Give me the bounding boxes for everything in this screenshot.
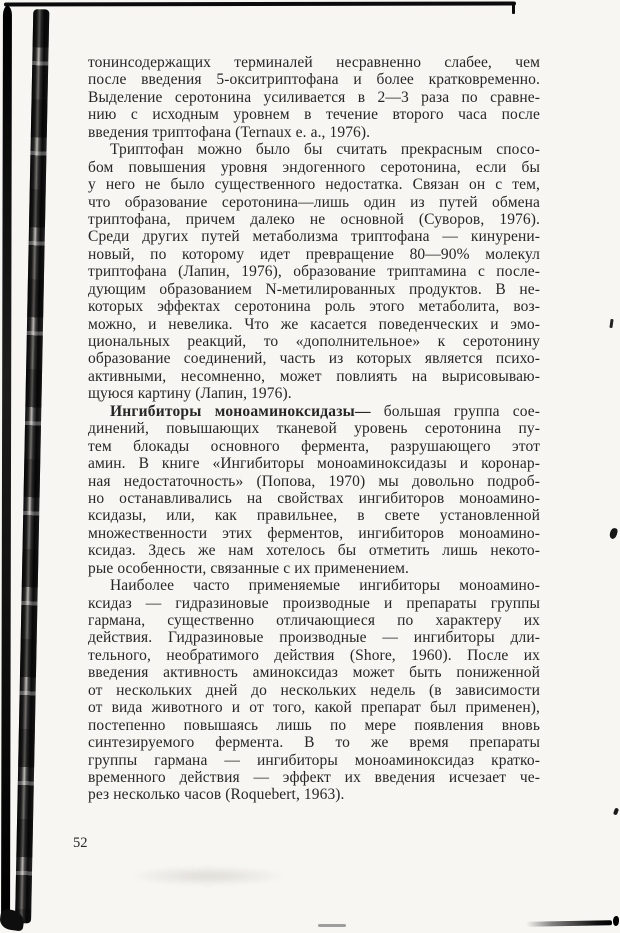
text-line: Среди других путей метаболизма триптофана — кинурени-: [88, 228, 540, 246]
paragraph: [88, 54, 540, 141]
text-line: после введения 5-окситриптофана и более кратковременно.: [88, 71, 540, 89]
text-line: постепенно повышаясь лишь по мере появления вновь: [88, 716, 540, 734]
text-line: тонинсодержащих терминалей несравненно слабее, чем: [88, 54, 540, 71]
scan-top-rule-tick: [512, 3, 515, 14]
text-line: бом повышения уровня эндогенного серотонина, если бы: [88, 158, 540, 176]
text-line: ксидаз. Здесь же нам хотелось бы отметить лишь некото-: [88, 542, 540, 560]
text-line: гармана, существенно отличающиеся по характеру их: [88, 612, 540, 629]
paper-smudge: [128, 866, 288, 886]
paragraph: [88, 577, 540, 804]
text-line: синтезируемого фермента. В то же время препараты: [88, 734, 540, 752]
text-line: группы гармана — ингибиторы моноаминоксидаз кратко-: [88, 751, 540, 769]
text-line: от вида животного и от того, какой препарат был применен),: [88, 699, 540, 717]
bottom-right-ink-streak: [526, 920, 612, 927]
margin-ink-comma: [609, 527, 619, 539]
text-line: Выделение серотонина усиливается в 2—3 раза по сравне-: [88, 88, 540, 106]
text-line: но останавливались на свойствах ингибиторов моноамино-: [88, 489, 540, 507]
text-line: амин. В книге «Ингибиторы моноаминоксидазы и коронар-: [88, 455, 540, 473]
text-line: тем блокады основного фермента, разрушающего этот: [88, 437, 540, 455]
binding-edge-bar: [1, 6, 12, 924]
text-line: образование соединений, часть из которых является психо-: [88, 350, 540, 368]
text-line: нию с исходным уровнем в течение второго часа после: [88, 106, 540, 124]
scan-top-rule: [4, 1, 516, 6]
text-line: циональных реакций, то «дополнительное» к серотонину: [88, 333, 540, 350]
text-line: Триптофан можно было бы считать прекрасным спосо-: [110, 141, 540, 159]
text-line: можно, и невелика. Что же касается поведенческих и эмо-: [88, 315, 540, 333]
text-line: тельного, необратимого действия (Shore, 1960). После их: [88, 646, 540, 664]
text-line: щуюся картину (Лапин, 1976).: [88, 385, 292, 403]
text-line: от нескольких дней до нескольких недель (в зависимости: [88, 681, 540, 699]
paragraph: [88, 141, 540, 403]
text-line: что образование серотонина—лишь один из путей обмена: [88, 193, 540, 211]
text-line: активными, несомненно, может повлиять на вырисовываю-: [88, 367, 540, 385]
text-line: дующим образованием N-метилированных продуктов. В не-: [88, 280, 540, 298]
binding-shadow-band: [15, 9, 49, 923]
text-line: рез несколько часов (Roquebert, 1963).: [88, 786, 345, 804]
text-line: динений, повышающих тканевой уровень серотонина пу-: [88, 420, 540, 438]
text-line: ная недостаточность» (Попова, 1970) мы довольно подроб-: [88, 472, 540, 490]
text-line: рые особенности, связанные с их применением.: [88, 559, 409, 577]
text-line: новый, по которому идет превращение 80—90% молекул: [88, 245, 540, 263]
text-line: Наиболее часто применяемые ингибиторы моноамино-: [110, 577, 540, 595]
text-line: у него не было существенного недостатка. Связан он с тем,: [88, 176, 540, 194]
text-line: временного действия — эффект их введения исчезает че-: [88, 768, 540, 786]
margin-ink-tick: [609, 319, 613, 328]
text-line: введения активность аминоксидаз может быть пониженной: [88, 664, 540, 682]
text-line: Ингибиторы моноаминоксидазы— большая группа сое-: [110, 402, 540, 420]
text-line: действия. Гидразиновые производные — ингибиторы дли-: [88, 629, 540, 647]
text-block: [88, 54, 540, 804]
text-line: триптофана, причем далеко не основной (Суворов, 1976).: [88, 210, 540, 228]
text-line: которых эффектах серотонина роль этого метаболита, воз-: [88, 298, 540, 316]
paragraph: [88, 403, 540, 577]
text-line: ксидаз — гидразиновые производные и препараты группы: [88, 594, 540, 612]
bottom-right-ink-dot: [613, 916, 619, 926]
margin-ink-dot: [613, 808, 619, 816]
text-line: введения триптофана (Ternaux e. a., 1976).: [88, 123, 371, 141]
bottom-center-scan-dash: [318, 924, 346, 927]
text-line: триптофана (Лапин, 1976), образование триптамина с после-: [88, 263, 540, 281]
text-line: множественности этих ферментов, ингибиторов моноамино-: [88, 524, 540, 542]
text-line: ксидазы, или, как правильнее, в свете установленной: [88, 507, 540, 525]
page-number: 52: [73, 835, 88, 851]
run-in-heading: Ингибиторы моноаминоксидазы—: [110, 402, 371, 420]
